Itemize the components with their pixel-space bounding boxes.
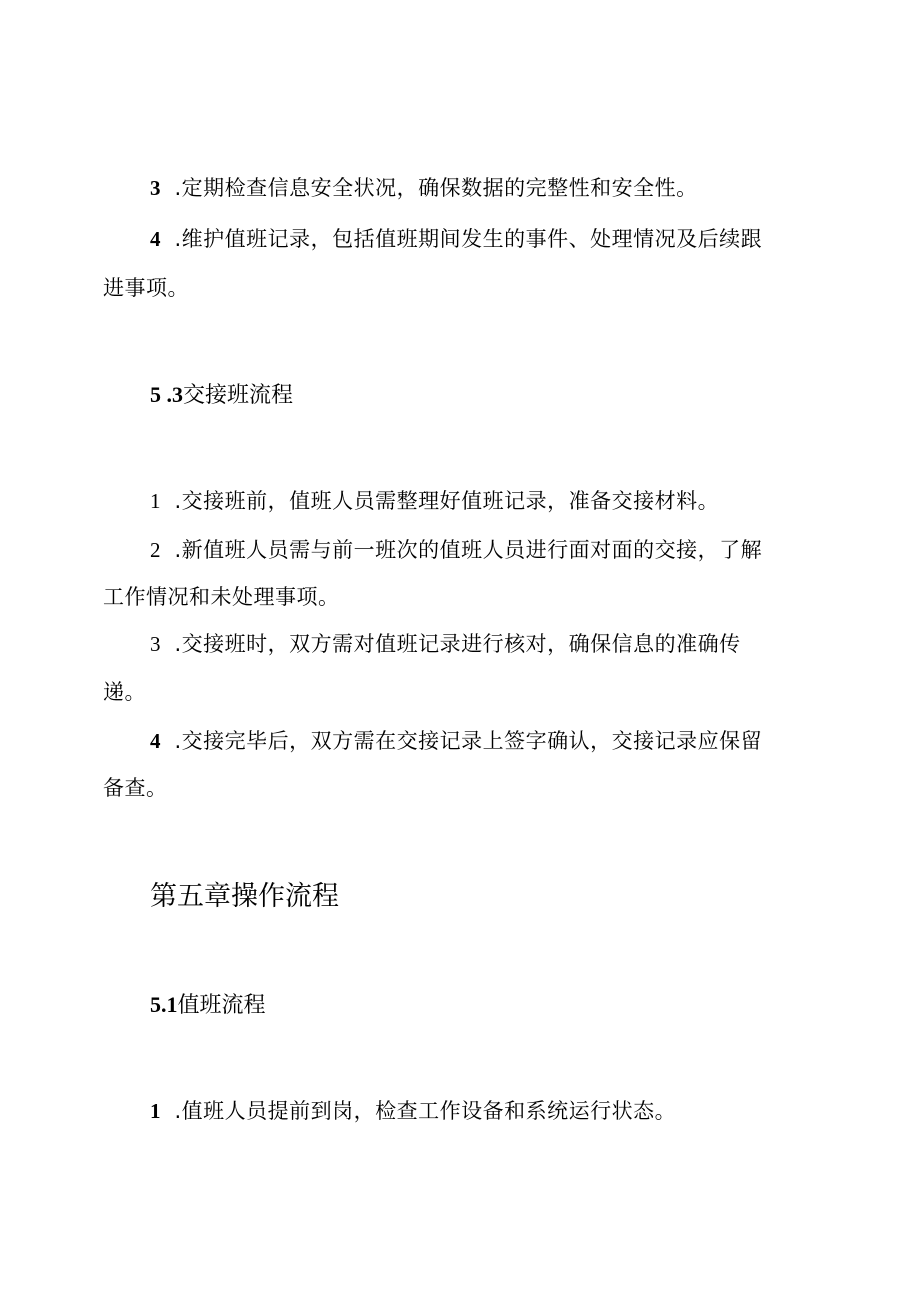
list-item-text: .定期检查信息安全状况，确保数据的完整性和安全性。 [174, 176, 698, 200]
list-item-text: .维护值班记录，包括值班期间发生的事件、处理情况及后续跟 [174, 227, 763, 251]
list-item [150, 535, 762, 565]
list-item-number: 2 [150, 538, 161, 562]
list-item-continuation: 工作情况和未处理事项。 [103, 585, 340, 609]
list-item-number: 4 [150, 227, 161, 251]
list-item-number: 1 [150, 1099, 161, 1123]
list-item-continuation: 进事项。 [103, 276, 189, 300]
section-heading [150, 380, 293, 411]
list-item-number: 4 [150, 729, 161, 753]
list-item-number: 1 [150, 489, 161, 513]
chapter-title: 第五章操作流程 [150, 881, 339, 912]
list-item-text: .交接班前，值班人员需整理好值班记录，准备交接材料。 [174, 489, 720, 513]
list-item-text: .交接班时，双方需对值班记录进行核对，确保信息的准确传 [174, 632, 741, 656]
section-heading [150, 990, 266, 1021]
list-item [150, 1096, 676, 1126]
list-item [150, 629, 741, 659]
list-item [150, 486, 719, 516]
list-item [150, 726, 762, 756]
list-item [150, 173, 698, 203]
list-item-continuation: 递。 [103, 680, 146, 704]
section-number: 5.1 [150, 992, 178, 1017]
section-title: 值班流程 [177, 993, 266, 1018]
list-item-text: .交接完毕后，双方需在交接记录上签字确认，交接记录应保留 [174, 729, 763, 753]
list-item-text: .新值班人员需与前一班次的值班人员进行面对面的交接，了解 [174, 538, 763, 562]
list-item-number: 3 [150, 176, 161, 200]
list-item-number: 3 [150, 632, 161, 656]
section-title: 交接班流程 [183, 383, 294, 408]
section-number: 5 .3 [150, 382, 183, 407]
list-item-continuation: 备查。 [103, 776, 168, 800]
list-item [150, 224, 762, 254]
list-item-text: .值班人员提前到岗，检查工作设备和系统运行状态。 [174, 1099, 677, 1123]
